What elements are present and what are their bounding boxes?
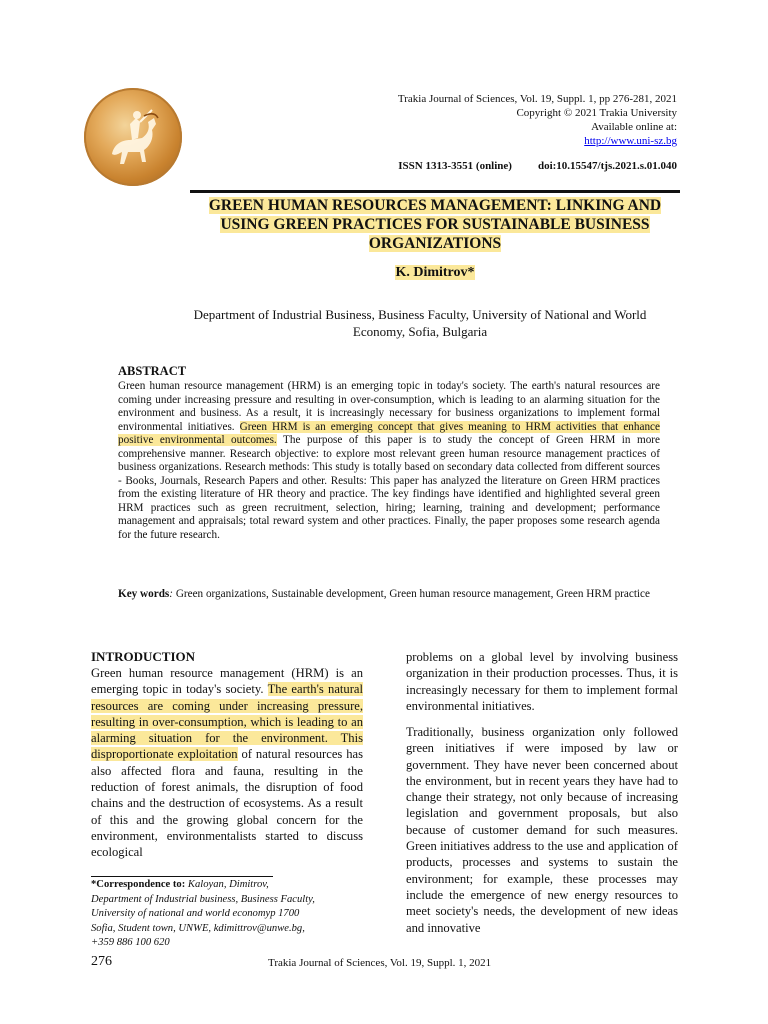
issn-text: ISSN 1313-3551 (online) [398,160,512,172]
correspondence-label: *Correspondence to: [91,879,186,890]
abstract-heading: ABSTRACT [118,364,187,378]
page-number: 276 [91,954,112,969]
abstract-text-part1: Green human resource management (HRM) is an emerging topic in today's society. The earth's natural resources are coming under increasing pressure and resulting in over-consumption, which is leading to an alarming situation for the environment and business. As a result, it is increasingly necessary for business organizations to implement formal environmental initiatives. [118,380,660,433]
footnote-line-2: Department of Industrial business, Business Faculty, [91,893,315,905]
horse-rider-icon [84,88,182,186]
correspondence-name: Kaloyan, Dimitrov, [185,879,269,890]
footnote-rule [91,876,273,877]
intro-text-part1: Green human resource management (HRM) is an emerging topic in today's society. [91,666,363,697]
keywords-label: Key words [118,588,170,600]
right-column-paragraph-1: problems on a global level by involving business organization in their production processes. Thus, it is increasingly necessary for them to implement formal environmental initiatives. [406,650,678,713]
journal-url-link[interactable] [584,135,677,149]
keywords-text: Green organizations, Sustainable development, Green human resource management, Green HRM practice [173,588,650,600]
keywords: Key words: Green organizations, Sustainable development, Green human resource management, Green HRM practice [118,588,650,600]
abstract-highlight: Green HRM is an emerging concept that gives meaning to HRM activities that enhance positive environmental outcomes. [118,420,660,446]
issn-doi-line [398,160,677,172]
journal-url[interactable]: http://www.uni-sz.bg [584,135,677,147]
title-rule [190,190,680,193]
journal-citation: Trakia Journal of Sciences, Vol. 19, Suppl. 1, pp 276-281, 2021 [397,93,677,105]
footnote-line-3: University of national and world economyp 1700 [91,908,300,919]
intro-highlight: The earth's natural resources are coming under increasing pressure, resulting in over-consumption, which is leading to an alarming situation for the environment. This disproportionate exploitation [91,682,363,762]
doi-text: doi:10.15547/tjs.2021.s.01.040 [537,160,677,172]
university-seal-logo [84,88,182,186]
article-title [190,196,680,253]
introduction-body [91,665,363,861]
copyright-line: Copyright © 2021 Trakia University [516,107,677,119]
abstract-text-part2: The purpose of this paper is to study the concept of Green HRM in more comprehensive manner. Research objective: to explore most relevant green human resource management practices of business organizations. Research methods: This study is totally based on secondary data collected from different sources - Books, Journals, Research Papers and other. Results: This paper has analyzed the literature on Green HRM practices from the existing literature of HR theory and practice. The key findings have identified and highlighted several green HRM practices such as green recruitment, selection, hiring; learning, training and development; performance management and appraisals; total reward system and other practices. Finally, the paper proposes some research agenda for the future research. [118,434,660,541]
footnote-line-4: Sofia, Student town, UNWE, kdimittrov@unwe.bg, [91,922,305,934]
availability-line: Available online at: [591,121,677,133]
introduction-heading: INTRODUCTION [91,649,196,664]
author-name [190,265,680,281]
author-name-text: K. Dimitrov* [395,265,475,280]
page-footer: Trakia Journal of Sciences, Vol. 19, Suppl. 1, 2021 [268,957,492,969]
abstract-body [118,380,660,542]
article-title-text: GREEN HUMAN RESOURCES MANAGEMENT: LINKING AND USING GREEN PRACTICES FOR SUSTAINABLE BUSINESS ORGANIZATIONS [208,197,662,252]
correspondence-footnote [91,878,371,951]
intro-text-part2: of natural resources has also affected flora and fauna, resulting in the reduction of forest animals, the disruption of food chains and the destruction of ecosystems. As a result of this and the growing global concern for the environment, environmentalists started to discuss ecological [91,747,363,860]
footnote-line-5: +359 886 100 620 [91,937,170,948]
right-column-paragraph-2: Traditionally, business organization only followed green initiatives if were imposed by law or government. They have never been concerned about the environment, but in recent years they have had to change their strategy, not only because of increasing legislation and government proposals, but also because of customer demand for such measures. Green initiatives address to the use and application of products, processes and systems to sustain the environment; for example, these processes may include the emergence of new energy resources to meet society's needs, the development of new ideas and innovative [406,725,678,935]
author-affiliation: Department of Industrial Business, Business Faculty, University of National and World Economy, Sofia, Bulgaria [193,307,647,339]
